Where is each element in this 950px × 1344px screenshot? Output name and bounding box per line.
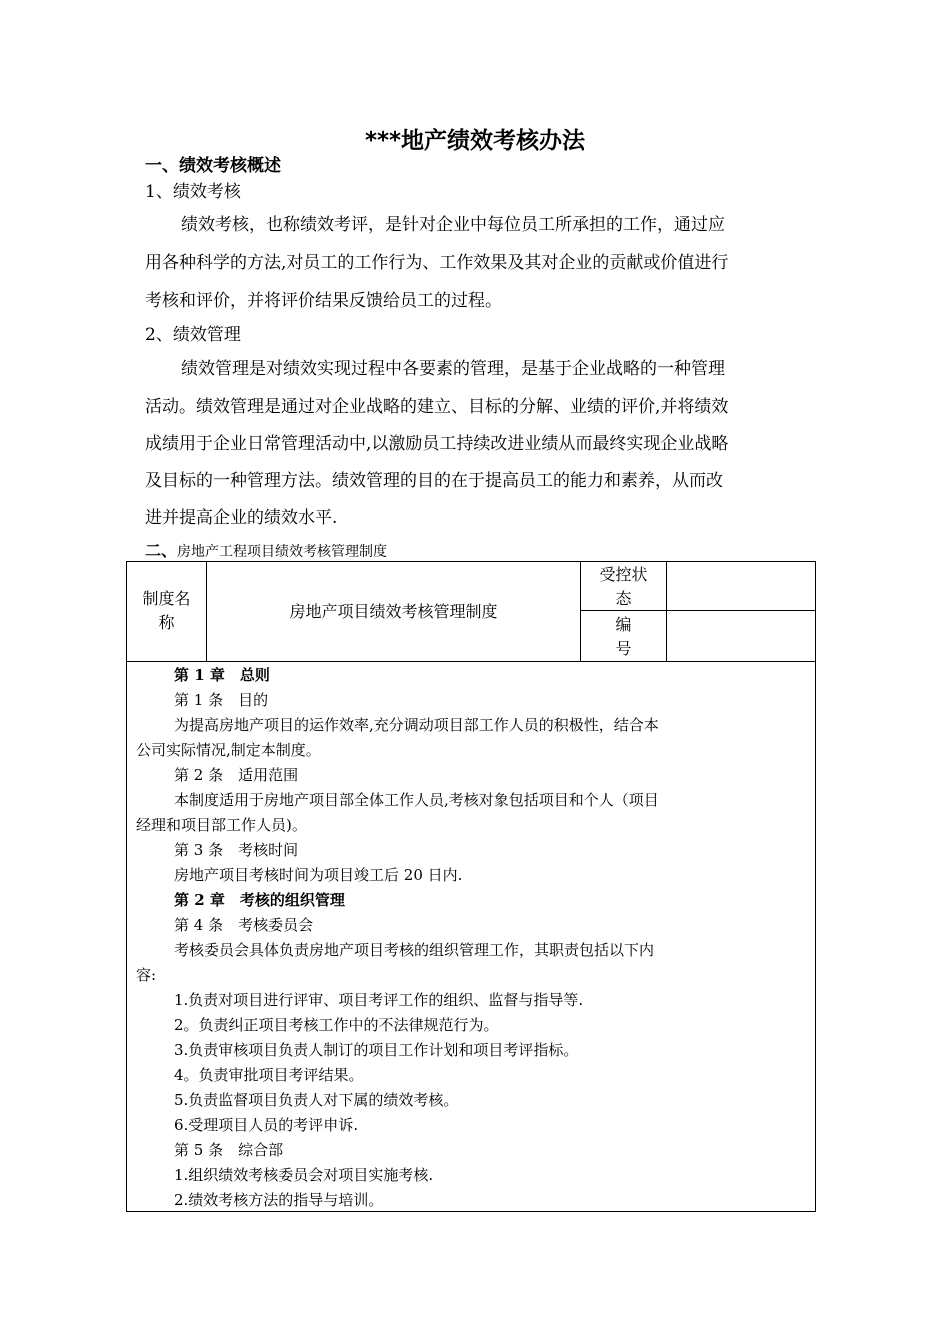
- page-title: ***地产绩效考核办法: [364, 128, 586, 154]
- paragraph-line: 活动。绩效管理是通过对企业战略的建立、目标的分解、业绩的评价,并将绩效: [145, 397, 729, 417]
- table-number-label: [581, 613, 666, 661]
- subsection-1-label: 1、绩效考核: [145, 182, 241, 202]
- table-divider: [666, 561, 667, 661]
- article-heading: 第 1 条 目的: [174, 691, 269, 709]
- table-name-label-line: 制度名: [142, 589, 191, 608]
- article-heading: 第 2 条 适用范围: [174, 766, 299, 784]
- body-line: 房地产项目考核时间为项目竣工后 20 日内.: [174, 866, 463, 884]
- paragraph-line: 用各种科学的方法,对员工的工作行为、工作效果及其对企业的贡献或价值进行: [145, 253, 729, 273]
- table-name-label: [127, 587, 206, 635]
- article-heading: 第 4 条 考核委员会: [174, 916, 314, 934]
- list-item: 4。负责审批项目考评结果。: [174, 1066, 364, 1084]
- paragraph-line: 考核和评价，并将评价结果反馈给员工的过程。: [145, 291, 502, 311]
- body-line: 公司实际情况,制定本制度。: [136, 741, 321, 759]
- body-line: 容:: [136, 966, 157, 984]
- section-2-number: 二、: [145, 541, 178, 560]
- subsection-2-label: 2、绩效管理: [145, 325, 241, 345]
- paragraph-line: 绩效管理是对绩效实现过程中各要素的管理，是基于企业战略的一种管理: [181, 359, 725, 379]
- list-item: 5.负责监督项目负责人对下属的绩效考核。: [174, 1091, 459, 1109]
- body-line: 为提高房地产项目的运作效率,充分调动项目部工作人员的积极性，结合本: [174, 716, 659, 734]
- paragraph-line: 及目标的一种管理方法。绩效管理的目的在于提高员工的能力和素养，从而改: [145, 471, 723, 491]
- paragraph-line: 进并提高企业的绩效水平.: [145, 508, 338, 528]
- paragraph-line: 绩效考核，也称绩效考评，是针对企业中每位员工所承担的工作，通过应: [181, 215, 725, 235]
- table-number-label-line: 号: [615, 639, 632, 658]
- table-name-value: 房地产项目绩效考核管理制度: [289, 602, 498, 621]
- table-status-label: [581, 563, 666, 611]
- chapter-heading: 第 2 章 考核的组织管理: [174, 891, 345, 909]
- table-name-label-line: 称: [158, 613, 175, 632]
- list-item: 1.负责对项目进行评审、项目考评工作的组织、监督与指导等.: [174, 991, 584, 1009]
- section-1-heading: 一、绩效考核概述: [145, 156, 281, 176]
- list-item: 1.组织绩效考核委员会对项目实施考核.: [174, 1166, 434, 1184]
- article-heading: 第 3 条 考核时间: [174, 841, 299, 859]
- list-item: 2。负责纠正项目考核工作中的不法律规范行为。: [174, 1016, 499, 1034]
- body-line: 经理和项目部工作人员)。: [136, 816, 307, 834]
- section-2-title: 房地产工程项目绩效考核管理制度: [177, 544, 388, 560]
- table-divider: [126, 661, 816, 662]
- body-line: 考核委员会具体负责房地产项目考核的组织管理工作，其职责包括以下内: [174, 941, 655, 959]
- list-item: 2.绩效考核方法的指导与培训。: [174, 1191, 384, 1209]
- list-item: 3.负责审核项目负责人制订的项目工作计划和项目考评指标。: [174, 1041, 579, 1059]
- article-heading: 第 5 条 综合部: [174, 1141, 284, 1159]
- list-item: 6.受理项目人员的考评申诉.: [174, 1116, 359, 1134]
- chapter-heading: 第 1 章 总则: [174, 666, 270, 684]
- paragraph-line: 成绩用于企业日常管理活动中,以激励员工持续改进业绩从而最终实现企业战略: [145, 434, 729, 454]
- table-number-label-line: 编: [615, 615, 632, 634]
- section-2-heading: [145, 538, 387, 561]
- body-line: 本制度适用于房地产项目部全体工作人员,考核对象包括项目和个人（项目: [174, 791, 659, 809]
- table-status-label-line: 受控状: [599, 565, 648, 584]
- table-status-label-line: 态: [615, 589, 632, 608]
